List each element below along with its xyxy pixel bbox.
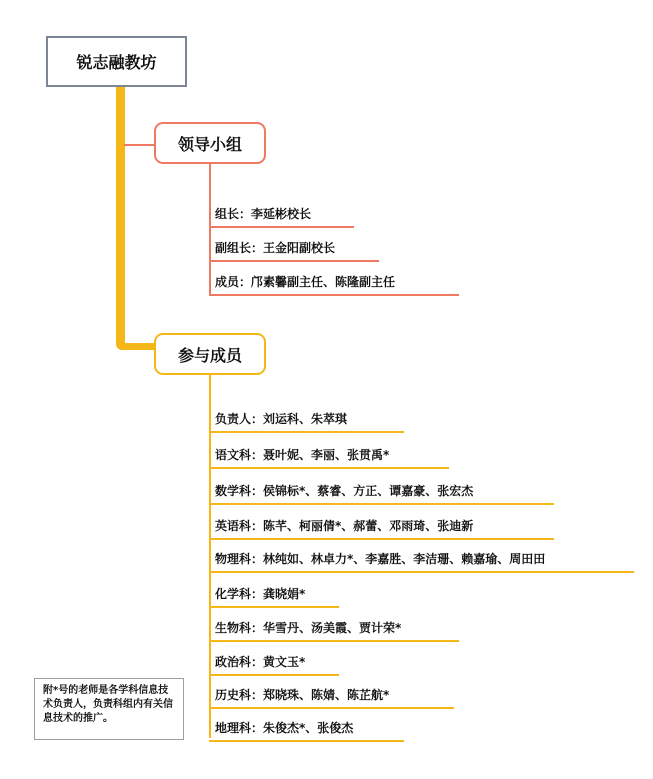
footnote-box [34,678,184,740]
member-item-underline [209,674,339,676]
member-item-underline [209,503,554,505]
members-node [154,333,266,375]
member-item-underline [209,571,634,573]
member-item-underline [209,467,449,469]
member-item: 物理科：林纯如、林卓力*、李嘉胜、李洁珊、赖嘉瑜、周田田 [215,552,546,566]
leadership-node [154,122,266,164]
member-item: 语文科：聂叶妮、李丽、张贯禹* [215,448,390,462]
leadership-item-underline [209,226,354,228]
member-item: 生物科：华雪丹、汤美霞、贾计荣* [215,621,402,635]
member-item: 英语科：陈芊、柯丽倩*、郝蕾、邓雨琦、张迪新 [215,519,474,533]
member-item-underline [209,538,554,540]
leadership-connector [124,144,154,146]
member-item: 数学科：侯锦标*、蔡睿、方正、谭嘉豪、张宏杰 [215,484,474,498]
leadership-item: 组长：李延彬校长 [215,207,312,221]
member-item: 化学科：龚晓娟* [215,587,306,601]
root-title: 锐志融教坊 [76,53,157,72]
leadership-item: 副组长：王金阳副校长 [215,241,336,255]
member-item: 负责人：刘运科、朱萃琪 [215,412,348,426]
member-item: 政治科：黄文玉* [215,655,306,669]
leadership-title: 领导小组 [177,134,242,154]
main-spine-connector [116,87,125,350]
footnote-text: 附*号的老师是各学科信息技术负责人，负责科组内有关信息技术的推广。 [43,685,173,724]
member-item-underline [209,606,339,608]
member-item-underline [209,640,459,642]
root-node [46,36,187,87]
members-connector [116,343,154,350]
leadership-item-underline [209,260,379,262]
member-item-underline [209,740,404,742]
member-item-underline [209,431,404,433]
member-item: 地理科：朱俊杰*、张俊杰 [215,721,354,735]
leadership-item: 成员：邝素馨副主任、陈隆副主任 [215,275,396,289]
leadership-item-underline [209,294,459,296]
members-title: 参与成员 [177,345,242,365]
member-item: 历史科：郑晓珠、陈婧、陈芷航* [215,688,390,702]
member-item-underline [209,707,454,709]
